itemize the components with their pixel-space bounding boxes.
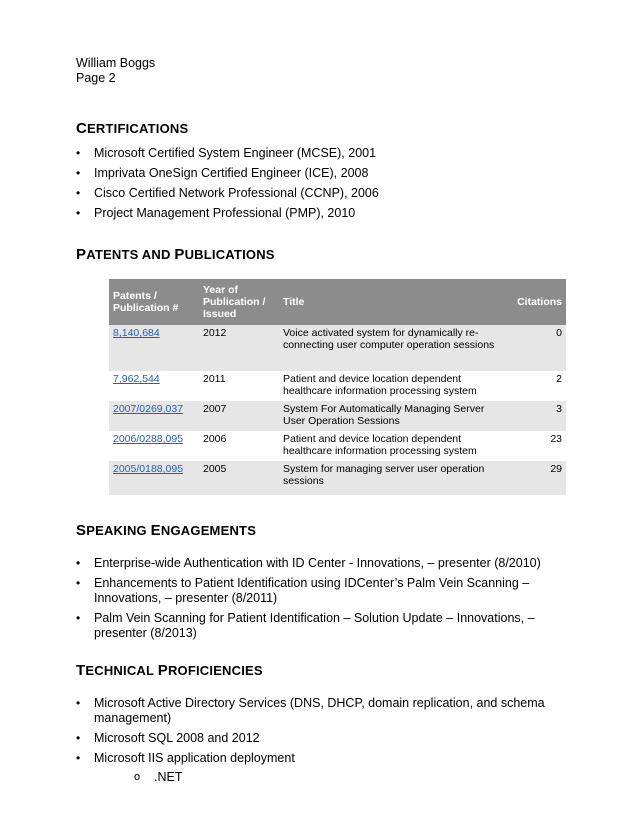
technical-heading: TECHNICAL PROFICIENCIES [76,662,263,679]
column-header-number: Patents / Publication # [109,279,199,325]
sub-list-item: o .NET [94,770,566,785]
page-number: Page 2 [76,71,116,85]
patents-table [109,279,566,495]
title-cell: Patient and device location dependent healthcare information processing system [279,431,507,461]
list-item [76,751,566,785]
technical-list [76,696,566,785]
technical-sublist [94,770,566,785]
list-item: • Enhancements to Patient Identification using IDCenter’s Palm Vein Scanning – Innovations, – presenter (8/2011) [76,576,566,606]
year-cell: 2011 [199,371,279,401]
table-row [109,401,566,431]
speaking-heading: SPEAKING ENGAGEMENTS [76,522,257,539]
year-cell: 2006 [199,431,279,461]
page-header [76,56,155,86]
speaking-list [76,556,566,641]
citations-cell: 2 [507,371,566,401]
list-item: • Microsoft Active Directory Services (DNS, DHCP, domain replication, and schema management) [76,696,566,726]
table-row [109,371,566,401]
list-item: • Palm Vein Scanning for Patient Identification – Solution Update – Innovations, – presenter (8/2013) [76,611,566,641]
certifications-heading: CERTIFICATIONS [76,120,189,137]
year-cell: 2007 [199,401,279,431]
title-cell: System for managing server user operation sessions [279,461,507,495]
table-row [109,461,566,495]
patent-link[interactable]: 2007/0269,037 [113,403,184,415]
list-item: • Imprivata OneSign Certified Engineer (ICE), 2008 [76,166,566,181]
list-item: • Cisco Certified Network Professional (CCNP), 2006 [76,186,566,201]
title-cell: System For Automatically Managing Server User Operation Sessions [279,401,507,431]
citations-cell: 29 [507,461,566,495]
title-cell: Voice activated system for dynamically re-connecting user computer operation sessions [279,325,507,371]
list-item: • Enterprise-wide Authentication with ID Center - Innovations, – presenter (8/2010) [76,556,566,571]
year-cell: 2005 [199,461,279,495]
citations-cell: 0 [507,325,566,371]
table-row [109,325,566,371]
certifications-list [76,146,566,221]
column-header-year: Year of Publication / Issued [199,279,279,325]
patents-heading: PATENTS AND PUBLICATIONS [76,246,275,263]
title-cell: Patient and device location dependent healthcare information processing system [279,371,507,401]
list-item: • Microsoft Certified System Engineer (MCSE), 2001 [76,146,566,161]
author-name: William Boggs [76,56,156,70]
citations-cell: 23 [507,431,566,461]
year-cell: 2012 [199,325,279,371]
list-item: • Microsoft SQL 2008 and 2012 [76,731,566,746]
patent-link[interactable]: 2006/0288,095 [113,433,184,445]
column-header-title: Title [279,279,507,325]
list-item-text: Microsoft IIS application deployment [94,751,295,765]
table-row [109,431,566,461]
patent-link[interactable]: 2005/0188,095 [113,463,184,475]
list-item: • Project Management Professional (PMP), 2010 [76,206,566,221]
citations-cell: 3 [507,401,566,431]
column-header-citations: Citations [507,279,566,325]
patent-link[interactable]: 8,140,684 [113,327,160,339]
patent-link[interactable]: 7,962,544 [113,373,160,385]
